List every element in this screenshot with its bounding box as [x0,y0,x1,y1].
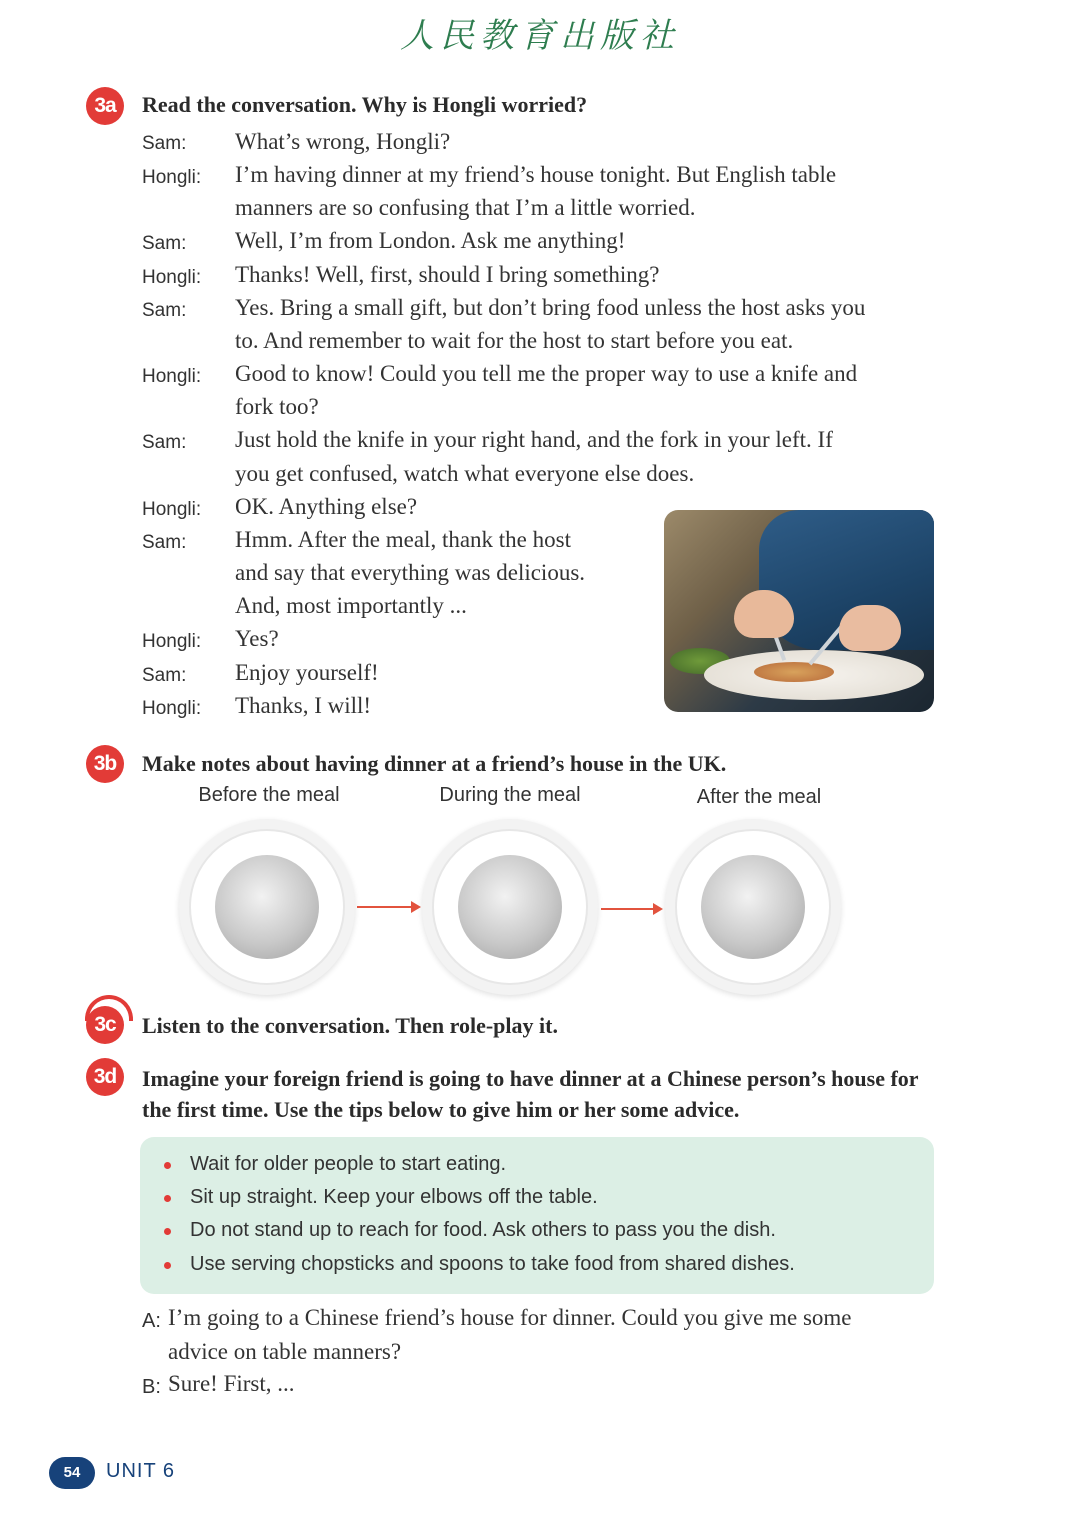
section-3d-heading-line: the first time. Use the tips below to give him or her some advice. [142,1097,740,1122]
section-3d-heading [142,1063,972,1125]
dialogue-line: Good to know! Could you tell me the proper way to use a knife and [235,361,858,386]
dialogue-line: and say that everything was delicious. [235,560,586,585]
arrow-right-icon [357,906,419,908]
dining-photo [664,510,934,712]
example-line: advice on table manners? [168,1339,402,1364]
tip-item: Wait for older people to start eating. [190,1153,507,1175]
dialogue-speaker: Hongli: [142,366,202,387]
tip-item: Use serving chopsticks and spoons to take food from shared dishes. [190,1253,795,1275]
dialogue-speaker: Hongli: [142,267,202,288]
example-line: Sure! First, ... [168,1371,295,1396]
speaker-b-label: B: [142,1376,161,1398]
dialogue-speaker: Sam: [142,665,187,686]
section-3c-badge: 3c [86,1006,124,1044]
photo-left-hand [839,605,901,651]
dialogue-line: Thanks, I will! [235,693,372,718]
dialogue-speaker: Hongli: [142,167,202,188]
plate-during[interactable] [422,819,598,995]
dialogue-line: Just hold the knife in your right hand, and the fork in your left. If [235,427,833,452]
section-3a-badge: 3a [86,87,124,125]
dialogue-speaker: Sam: [142,133,187,154]
dialogue-line: you get confused, watch what everyone else does. [235,461,695,486]
bullet-icon [164,1162,171,1169]
dialogue-line: What’s wrong, Hongli? [235,129,451,154]
dialogue-speaker: Sam: [142,532,187,553]
unit-label: UNIT 6 [106,1460,175,1482]
dialogue-line: Enjoy yourself! [235,660,379,685]
speaker-a-label: A: [142,1310,161,1332]
dialogue-line: to. And remember to wait for the host to start before you eat. [235,328,794,353]
page-number: 54 [49,1457,95,1489]
publisher-logo: 人民教育出版社 [400,16,680,56]
dialogue-speaker: Sam: [142,233,187,254]
dialogue-line: Well, I’m from London. Ask me anything! [235,228,626,253]
plate-center [458,855,562,959]
section-3b-badge: 3b [86,745,124,783]
dialogue-speaker: Hongli: [142,499,202,520]
plate-center [215,855,319,959]
dialogue-line: Yes. Bring a small gift, but don’t bring food unless the host asks you [235,295,866,320]
dialogue-speaker: Sam: [142,432,187,453]
dialogue-speaker: Sam: [142,300,187,321]
photo-food [754,662,834,682]
dialogue-line: fork too? [235,394,319,419]
dialogue-line: Thanks! Well, first, should I bring something? [235,262,660,287]
dialogue-line: Hmm. After the meal, thank the host [235,527,571,552]
bullet-icon [164,1195,171,1202]
tips-box [140,1137,934,1294]
stage-label-after: After the meal [696,786,822,808]
stage-label-before: Before the meal [198,784,340,806]
dialogue-line: I’m having dinner at my friend’s house tonight. But English table [235,162,837,187]
section-3a-heading: Read the conversation. Why is Hongli worried? [142,92,588,117]
plate-after[interactable] [665,819,841,995]
plate-center [701,855,805,959]
dialogue-speaker: Hongli: [142,631,202,652]
section-3c-heading: Listen to the conversation. Then role-play it. [142,1013,558,1038]
dialogue-line: And, most importantly ... [235,593,467,618]
dialogue-line: Yes? [235,626,279,651]
stage-label-during: During the meal [439,784,581,806]
arrow-right-icon [601,908,661,910]
tip-item: Do not stand up to reach for food. Ask others to pass you the dish. [190,1219,776,1241]
bullet-icon [164,1228,171,1235]
section-3d-heading-line: Imagine your foreign friend is going to have dinner at a Chinese person’s house for [142,1066,919,1091]
dialogue-speaker: Hongli: [142,698,202,719]
section-3b-heading: Make notes about having dinner at a friend’s house in the UK. [142,751,727,776]
section-3d-badge: 3d [86,1058,124,1096]
example-line: I’m going to a Chinese friend’s house for dinner. Could you give me some [168,1305,852,1330]
photo-right-hand [734,590,794,638]
bullet-icon [164,1262,171,1269]
dialogue-line: OK. Anything else? [235,494,418,519]
tip-item: Sit up straight. Keep your elbows off the table. [190,1186,598,1208]
dialogue-line: manners are so confusing that I’m a little worried. [235,195,696,220]
plate-before[interactable] [179,819,355,995]
